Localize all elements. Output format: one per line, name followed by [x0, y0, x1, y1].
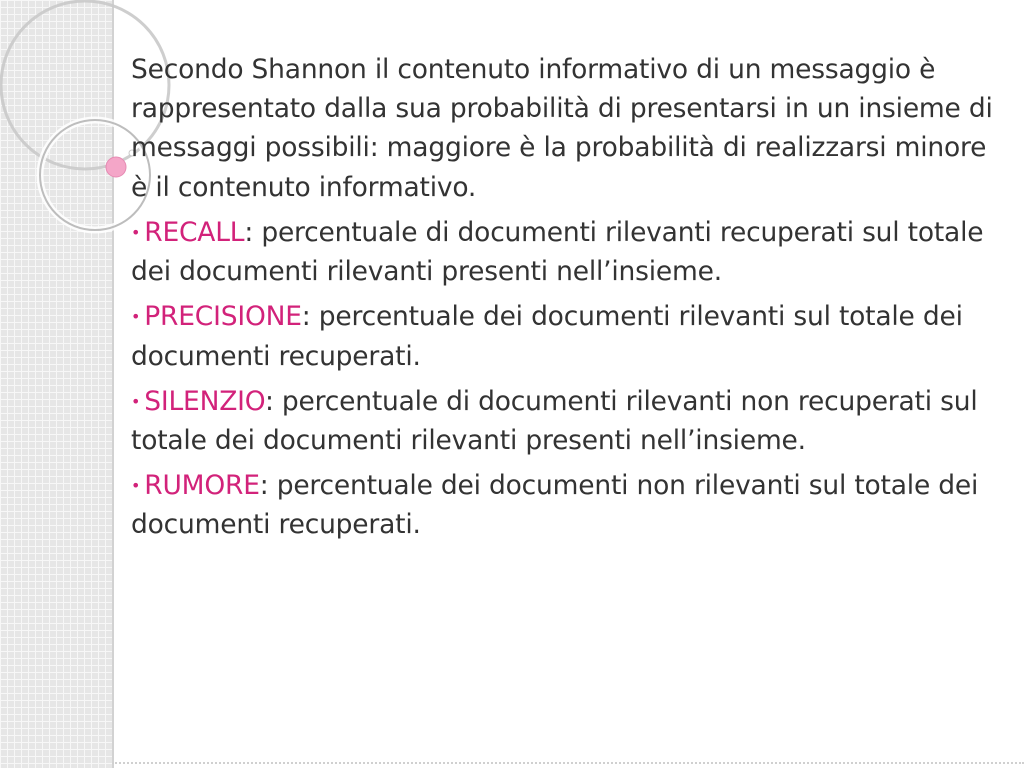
bullet-definition: : percentuale dei documenti non rilevanti sul totale dei documenti recuperati. — [131, 470, 979, 541]
bullet-icon: • — [131, 391, 141, 411]
bullet-definition: : percentuale dei documenti rilevanti sul totale dei documenti recuperati. — [131, 301, 963, 372]
bullet-icon: • — [131, 307, 141, 327]
bullet-recall — [131, 213, 1001, 291]
bullet-icon: • — [131, 476, 141, 496]
bottom-dotted-rule — [112, 762, 1024, 764]
bullet-definition: : percentuale di documenti rilevanti non recuperati sul totale dei documenti rilevanti presenti nell’insieme. — [131, 385, 978, 456]
bullet-definition: : percentuale di documenti rilevanti recuperati sul totale dei documenti rilevanti presenti nell’insieme. — [131, 216, 984, 288]
bullet-term: RUMORE — [144, 470, 260, 502]
pink-dot-icon — [106, 157, 126, 177]
bullet-precisione — [131, 297, 1001, 375]
bullet-term: PRECISIONE — [144, 301, 302, 333]
bullet-icon: • — [131, 222, 141, 242]
intro-paragraph: Secondo Shannon il contenuto informativo di un messaggio è rappresentato dalla sua probabilità di presentarsi in un insieme di messaggi possibili: maggiore è la probabilità di realizzarsi minore è il contenuto informativo. — [131, 54, 993, 203]
bullet-term: RECALL — [144, 216, 245, 248]
bullet-silenzio — [131, 382, 1001, 460]
bullet-rumore — [131, 466, 1001, 544]
slide-body — [131, 50, 1001, 551]
bullet-term: SILENZIO — [144, 385, 265, 417]
